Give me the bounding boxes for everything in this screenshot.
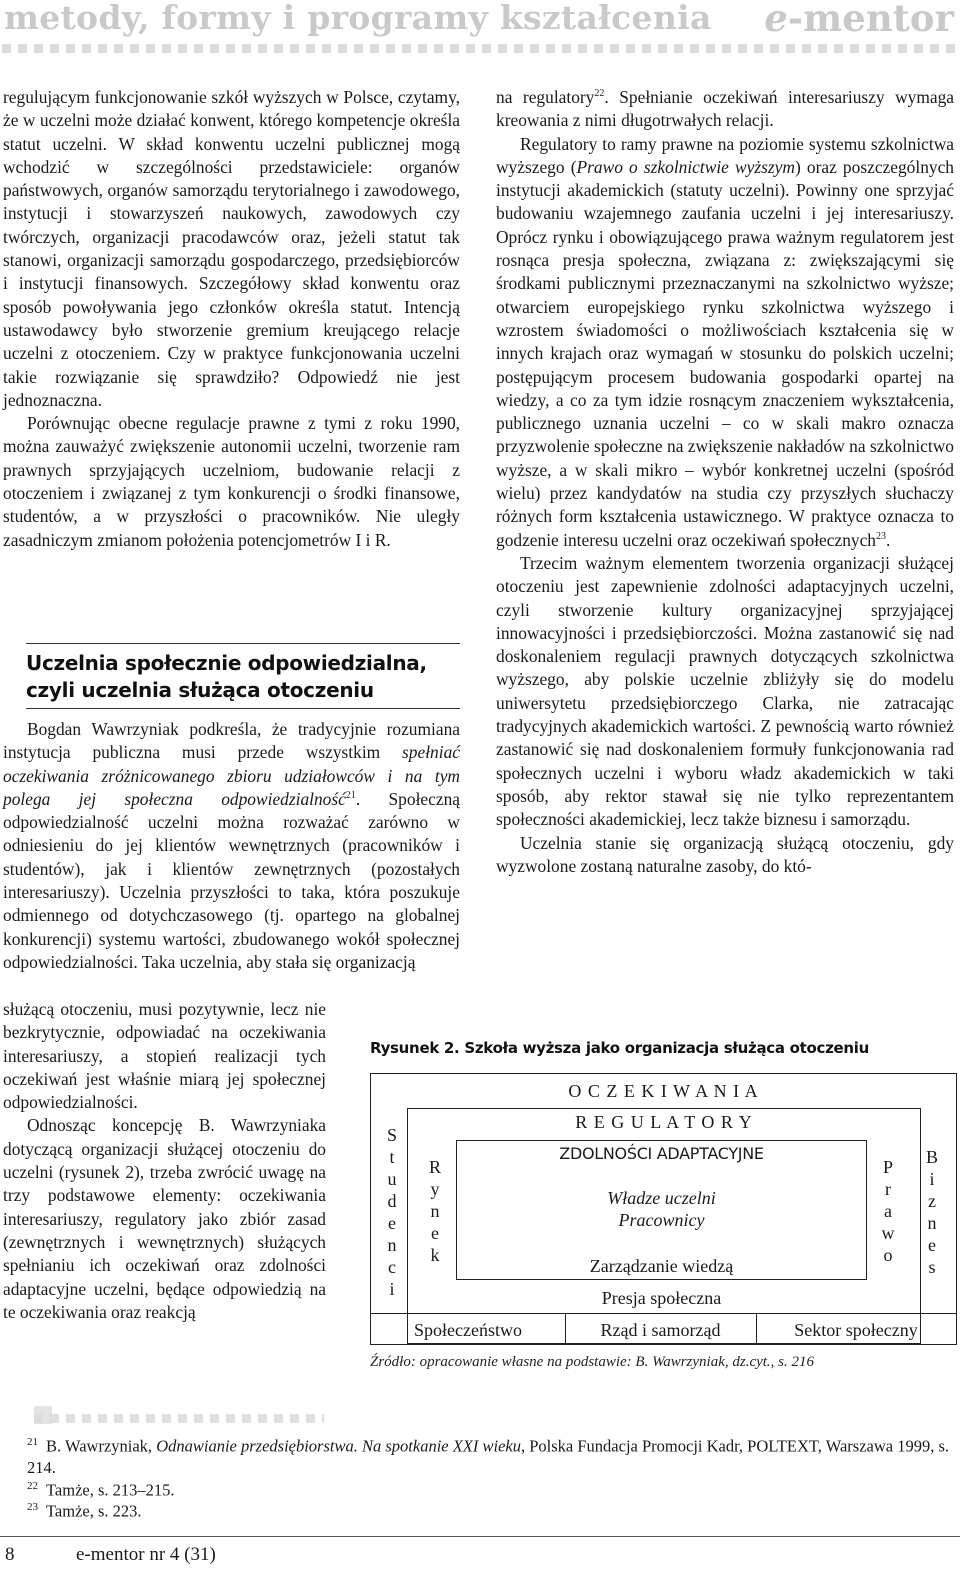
footnote-23-text: Tamże, s. 223. — [46, 1501, 142, 1521]
footnote-22-text: Tamże, s. 213–215. — [46, 1480, 175, 1500]
rp2-text-c: . — [886, 529, 891, 550]
label-presja: Presja społeczna — [601, 1288, 722, 1308]
right-paragraph-4: Uczelnia stanie się organizacją służącą otoczeniu, gdy wyzwolone zostaną naturalne zasoby, do któ- — [496, 832, 954, 876]
footnote-21 — [27, 1432, 955, 1478]
section-heading-line-1: Uczelnia społecznie odpowiedzialna, — [26, 651, 427, 675]
logo-text: -mentor — [787, 0, 954, 40]
section-rule-top — [26, 643, 460, 644]
right-paragraph-2 — [496, 133, 954, 552]
p3-text-a: Bogdan Wawrzyniak podkreśla, że tradycyjnie rozumiana instytucja publiczna musi przede wszystkim — [3, 719, 460, 763]
footnote-23 — [27, 1497, 142, 1522]
rp2-text-b: ) oraz poszczególnych instytucji akademickich (statuty uczelni). Powinny one sprzyjać budowaniu wzajemnego zaufania uczelni i jej interesariuszy. Oprócz rynku i obowiązującego prawa ważnym regulatorem jest rosnąca presja społeczna, związana z: zwiększającymi się środkami publicznymi przeznaczanymi na szkolnictwo wyższe; otwarciem europejskiego rynku szkolnictwa wyższego i wzrostem świadomości o możliwościach kształcenia się w innych krajach oraz wymagań w stosunku do polskich uczelni; postępującym procesem budowania gospodarki opartej na wiedzy, a co za tym idzie rosnącym znaczeniem wykształcenia, publicznego uznania uczelni – co w skali makro oznacza przyzwolenie społeczne na zwiększenie nakładów na szkolnictwo wyższe, a w skali mikro – wybór konkretnej uczelni (spośród wielu) przez kandydatów na studia czy przyszłych słuchaczy różnych form kształcenia ustawicznego. W praktyce oznacza to godzenie interesu uczelni oraz oczekiwań społecznych — [496, 156, 954, 550]
right-paragraph-1 — [496, 86, 954, 133]
label-sektor: Sektor społeczny — [794, 1320, 918, 1340]
e-mentor-logo — [764, 0, 954, 40]
label-zdolnosci: ZDOLNOŚCI ADAPTACYJNE — [559, 1144, 764, 1163]
label-biznes: B i z n e s — [925, 1147, 938, 1277]
footnote-23-number: 23 — [27, 1501, 38, 1513]
section-heading-line-2: czyli uczelnia służąca otoczeniu — [26, 678, 374, 702]
label-pracownicy: Pracownicy — [618, 1210, 705, 1230]
left-paragraph-2: Porównując obecne regulacje prawne z tymi z roku 1990, można zauważyć zwiększenie autonomii uczelni, tworzenie ram prawnych sprzyjających uczelniom, budowanie relacji z otoczeniem i związanej z tym konkurencji o środki finansowe, studentów, a w przyszłości o pracowników. Nie uległy zasadniczym zmianom położenia potencjometrów I i R. — [3, 413, 460, 550]
page-number: 8 — [5, 1544, 15, 1565]
footer-rule — [0, 1536, 960, 1537]
header-dotted-rule — [2, 44, 958, 53]
rp2-law-title: Prawo o szkolnictwie wyższym — [576, 156, 795, 177]
label-spoleczenstwo: Społeczeństwo — [414, 1320, 522, 1340]
footnote-dotted-rule — [34, 1414, 324, 1423]
section-heading — [26, 650, 456, 704]
label-regulatory: R E G U L A T O R Y — [575, 1112, 753, 1132]
rp1-text-b: . Spełnianie oczekiwań interesariuszy wymaga kreowania z nimi długotrwałych relacji. — [496, 87, 954, 131]
left-paragraph-4: Odnosząc koncepcję B. Wawrzyniaka dotyczącą organizacji służącej otoczeniu do uczelni (rysunek 2), trzeba zwrócić uwagę na trzy podstawowe elementy: oczekiwania interesariuszy, regulatory jako zbiór zasad (zewnętrznych i wewnętrznych) służących spełnianiu ich oczekiwań oraz zdolności adaptacyjne uczelni, będące odpowiedzią na te oczekiwania oraz reakcją — [3, 1115, 326, 1322]
footnote-22-number: 22 — [27, 1480, 38, 1492]
footnote-21-number: 21 — [27, 1436, 38, 1448]
label-studenci: S t u d e n c i — [386, 1125, 397, 1299]
p3-quote: spełniać oczekiwania zróżnicowanego zbioru udziałowców i na tym polega jej społeczna odpowiedzialność — [3, 742, 460, 809]
left-paragraph-1: regulującym funkcjonowanie szkół wyższych w Polsce, czytamy, że w uczelni może działać konwent, którego kompetencje określa statut uczelni. W skład konwentu uczelni publicznej mogą wchodzić w szczególności przedstawiciele: organów państwowych, organów samorządu terytorialnego i zawodowego, instytucji i stowarzyszeń naukowych, zawodowych czy twórczych, organizacji pracodawców oraz, jeżeli statut tak stanowi, organizacji samorządu gospodarczego, przedsiębiorców i instytucji finansowych. Szczegółowy skład konwentu oraz sposób powoływania jego członków określa statut. Intencją ustawodawcy było stworzenie gremium kreującego relacje uczelni z otoczeniem. Czy w praktyce funkcjonowania uczelni takie rozwiązanie się sprawdziło? Odpowiedź nie jest jednoznaczna. — [3, 87, 460, 410]
right-paragraph-3: Trzecim ważnym elementem tworzenia organizacji służącej otoczeniu jest zapewnienie zdolności adaptacyjnych uczelni, czyli stworzenie kultury organizacyjnej sprzyjającej innowacyjności i przedsiębiorczości. Można zastanowić się nad doskonaleniem regulacji prawnych dotyczących szkolnictwa wyższego, aby polskie uczelnie zbliżyły się do modelu uniwersytetu przedsiębiorczego Clarka, nie zatracając tradycyjnych akademickich wartości. Z pewnością warto również zastanowić się nad doskonaleniem formuły funkcjonowania rad społecznych uczelni i wyboru władz akademickich w taki sposób, aby rektor stawał się nie tylko reprezentantem społeczności akademickiej, lecz także biznesu i samorządu. — [496, 552, 954, 830]
figure-diagram — [370, 1073, 957, 1345]
label-rynek: R y n e k — [428, 1157, 441, 1265]
logo-e: e — [764, 0, 788, 40]
left-column — [3, 86, 460, 552]
label-zarzadzanie: Zarządzanie wiedzą — [589, 1256, 734, 1276]
right-column — [496, 86, 954, 878]
footnote-ref-22[interactable]: 22 — [594, 88, 605, 100]
bottom-row-rule — [371, 1313, 956, 1314]
label-prawo: P r a w o — [881, 1157, 895, 1265]
rp1-text-a: na regulatory — [496, 87, 595, 107]
footnote-21-author: B. Wawrzyniak, — [46, 1436, 157, 1456]
left-paragraph-3 — [3, 718, 460, 974]
left-column-section — [3, 718, 460, 974]
left-paragraph-3-cont: służącą otoczeniu, musi pozytywnie, lecz nie bezkrytycznie, odpowiadać na oczekiwania interesariuszy, a stopień realizacji tych oczekiwań jest właśnie miarą jej społecznej odpowiedzialności. — [3, 999, 326, 1113]
label-rzad: Rząd i samorząd — [600, 1320, 721, 1340]
p3-text-b: . Społeczną odpowiedzialność uczelni można rozważać zarówno w odniesieniu do jej klientów wewnętrznych (pracowników i studentów), jak i klientów zewnętrznych (pozostałych interesariuszy). Uczelnia przyszłości to taka, która poszukuje odmiennego od dotychczasowego (tj. opartego na globalnej konkurencji) systemu wartości, zbudowanego wokół społecznej odpowiedzialności. Taka uczelnia, aby stała się organizacją — [3, 788, 460, 972]
rp2-text-a: Regulatory to ramy prawne na poziomie systemu szkolnictwa wyższego ( — [496, 133, 954, 177]
label-oczekiwania: O C Z E K I W A N I A — [568, 1081, 759, 1101]
issue-label: e-mentor nr 4 (31) — [76, 1544, 216, 1565]
left-column-narrow — [3, 998, 326, 1324]
footnote-ref-21[interactable]: 21 — [345, 790, 356, 802]
label-wladze: Władze uczelni — [607, 1188, 716, 1208]
figure-caption: Rysunek 2. Szkoła wyższa jako organizacja służąca otoczeniu — [370, 1039, 869, 1057]
footnote-21-publisher: , Polska Fundacja Promocji Kadr, POLTEXT, Warszawa 1999, s. 214. — [27, 1436, 950, 1477]
section-rule-bottom — [26, 708, 460, 709]
section-title: metody, formy i programy kształcenia — [4, 0, 712, 37]
footnote-21-title: Odnawianie przedsiębiorstwa. Na spotkanie XXI wieku — [156, 1436, 521, 1456]
figure-source: Źródło: opracowanie własne na podstawie: B. Wawrzyniak, dz.cyt., s. 216 — [370, 1354, 815, 1370]
footnote-ref-23[interactable]: 23 — [876, 530, 886, 542]
